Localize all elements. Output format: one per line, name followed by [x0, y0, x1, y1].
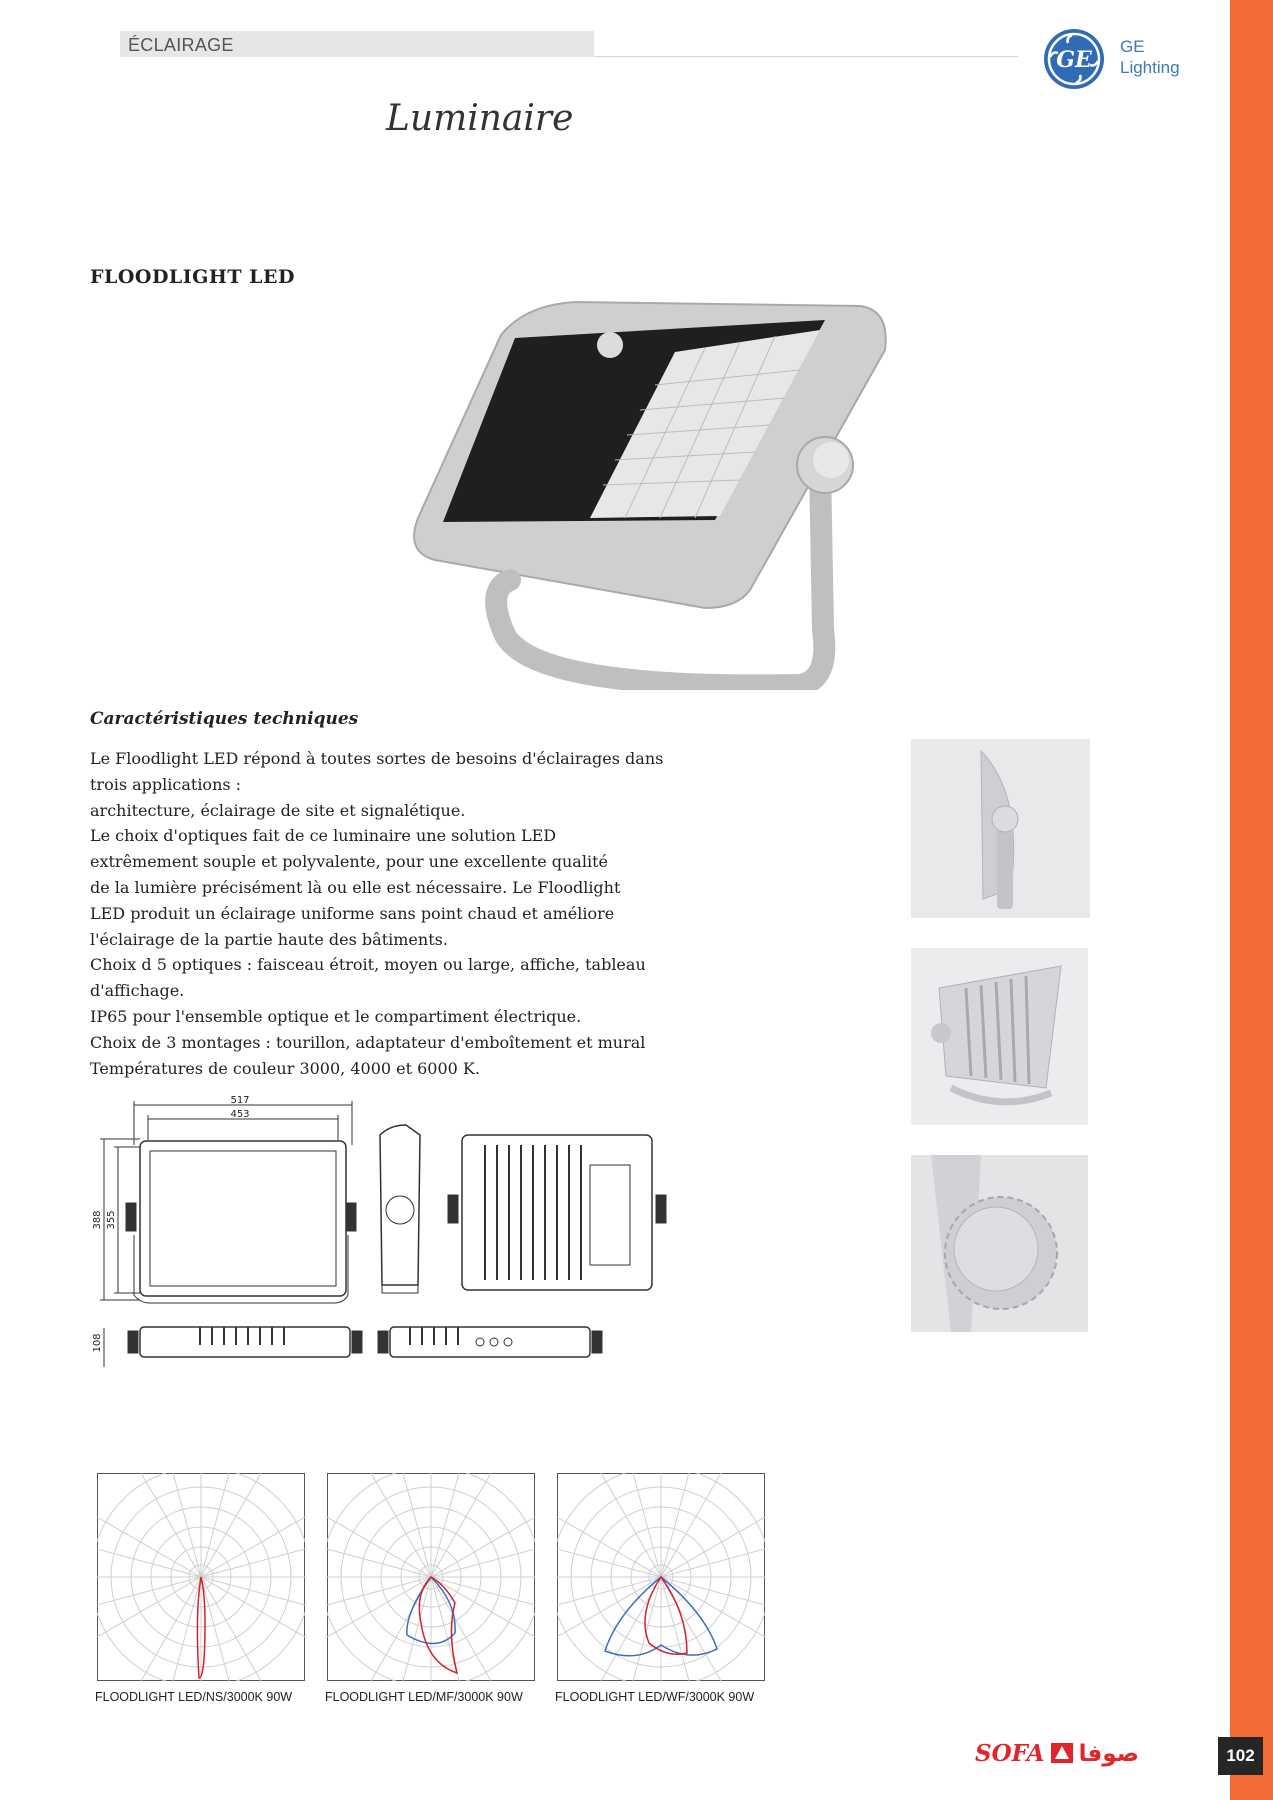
- polar-caption-wf: FLOODLIGHT LED/WF/3000K 90W: [555, 1690, 755, 1704]
- sofa-logo-arabic: صوفا: [1078, 1741, 1140, 1767]
- polar-caption-mf: FLOODLIGHT LED/MF/3000K 90W: [325, 1690, 523, 1704]
- product-description: [90, 746, 664, 1081]
- specs-heading: Caractéristiques techniques: [90, 709, 359, 729]
- description-line: d'affichage.: [90, 981, 185, 1001]
- product-photo: [405, 290, 905, 690]
- sofa-emblem-icon: [1050, 1742, 1074, 1764]
- page-title: Luminaire: [386, 98, 574, 139]
- brand-line-1: GE: [1120, 37, 1145, 56]
- page-number: 102: [1218, 1737, 1263, 1775]
- polar-caption-ns: FLOODLIGHT LED/NS/3000K 90W: [95, 1690, 293, 1704]
- ge-monogram: GE: [1056, 47, 1092, 73]
- brand-line-2: Lighting: [1120, 58, 1180, 77]
- polar-diagram-wf: [557, 1473, 765, 1681]
- description-line: Choix de 3 montages : tourillon, adaptateur d'emboîtement et mural: [90, 1032, 646, 1052]
- description-line: extrêmement souple et polyvalente, pour une excellente qualité: [90, 852, 608, 872]
- product-title: FLOODLIGHT LED: [90, 266, 295, 288]
- description-line: Choix d 5 optiques : faisceau étroit, moyen ou large, affiche, tableau: [90, 955, 646, 975]
- polar-diagram-mf: [327, 1473, 535, 1681]
- dim-width-outer: 517: [230, 1095, 250, 1106]
- dim-depth: 108: [92, 1333, 103, 1353]
- dim-height-inner: 355: [106, 1210, 117, 1230]
- technical-drawing: [90, 1095, 690, 1370]
- description-line: IP65 pour l'ensemble optique et le compartiment électrique.: [90, 1006, 582, 1026]
- side-view-photo: [911, 739, 1090, 918]
- description-line: architecture, éclairage de site et signalétique.: [90, 800, 466, 820]
- description-line: de la lumière précisément là ou elle est nécessaire. Le Floodlight: [90, 877, 621, 897]
- brand-name: [1120, 36, 1180, 78]
- polar-diagram-ns: [97, 1473, 305, 1681]
- description-line: Températures de couleur 3000, 4000 et 6000 K.: [90, 1058, 480, 1078]
- description-line: l'éclairage de la partie haute des bâtiments.: [90, 929, 448, 949]
- knob-detail-photo: [911, 1155, 1088, 1332]
- ge-logo-icon: [1042, 27, 1106, 91]
- rear-view-photo: [911, 948, 1088, 1125]
- description-line: Le choix d'optiques fait de ce luminaire une solution LED: [90, 826, 557, 846]
- section-tab: [120, 31, 594, 57]
- sofa-logo-latin: SOFA: [975, 1740, 1045, 1767]
- dim-height-outer: 388: [92, 1210, 103, 1230]
- description-line: trois applications :: [90, 774, 242, 794]
- description-line: Le Floodlight LED répond à toutes sortes de besoins d'éclairages dans: [90, 749, 664, 768]
- page-edge-bar: [1230, 0, 1273, 1800]
- dim-width-inner: 453: [230, 1109, 250, 1120]
- header-divider: [594, 56, 1018, 57]
- sofa-logo: [975, 1740, 1139, 1767]
- description-line: LED produit un éclairage uniforme sans point chaud et améliore: [90, 903, 615, 923]
- section-label: ÉCLAIRAGE: [128, 35, 234, 55]
